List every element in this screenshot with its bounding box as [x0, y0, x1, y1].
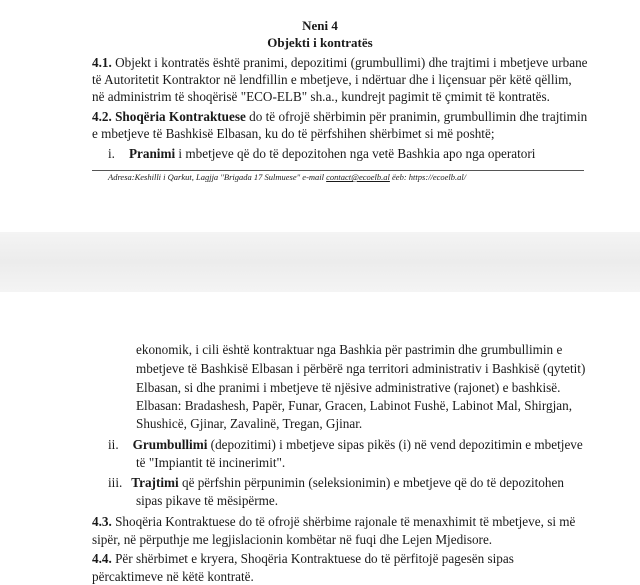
article-title: Objekti i kontratës	[267, 35, 373, 50]
paragraph-4-1-line-3: në administrim të shoqërisë "ECO-ELB" sh.a., kundrejt pagimit të çmimit të kontratës.	[92, 89, 550, 104]
continuation-line-5: Shushicë, Gjinar, Zavalinë, Tregan, Gjinar.	[136, 416, 363, 431]
continuation-line-3: Elbasan, si dhe pranimi i mbetjeve të njësive administrative (rajonet) e bashkisë.	[136, 380, 561, 395]
list-item-iii-line-1: iii. Trajtimi që përfshin përpunimin (seleksionimin) e mbetjeve që do të depozitohen	[108, 475, 564, 490]
footer-divider	[92, 170, 584, 171]
continuation-line-4: Elbasan: Bradashesh, Papër, Funar, Gracen, Labinot Fushë, Labinot Mal, Shirgjan,	[136, 398, 572, 413]
list-item-iii-line-2: sipas pikave të mësipërme.	[136, 493, 279, 508]
paragraph-4-3-line-2: sipër, në përputhje me legjislacionin kombëtar në fuqi dhe Lejen Mjedisore.	[92, 532, 493, 547]
list-item-ii-line-2: të "Impiantit të incinerimit".	[136, 455, 286, 470]
paragraph-4-1-line-2: të Autoritetit Kontraktor në lendfillin e mbetjeve, i ndërtuar dhe i liçensuar për këtë qëllim,	[92, 72, 572, 87]
paragraph-4-2-line-2: e mbetjeve të Bashkisë Elbasan, ku do të përfshihen shërbimet si më poshtë;	[92, 126, 495, 141]
article-number: Neni 4	[302, 18, 338, 33]
page-separator	[0, 232, 640, 292]
page-footer-address: Adresa:Keshilli i Qarkut, Lagjja "Brigada 17 Sulmuese" e-mail contact@ecoelb.al ëeb: https://ecoelb.al/	[108, 172, 467, 182]
paragraph-4-4-line-2: përcaktimeve në këtë kontratë.	[92, 569, 254, 584]
document-page-top	[0, 0, 640, 232]
document-page-bottom	[0, 292, 640, 584]
paragraph-4-2-line-1: 4.2. Shoqëria Kontraktuese do të ofrojë shërbimin për pranimin, grumbullimin dhe trajtimin	[92, 109, 588, 124]
continuation-line-1: ekonomik, i cili është kontraktuar nga Bashkia për pastrimin dhe grumbullimin e	[136, 342, 563, 357]
paragraph-4-3-line-1: 4.3. Shoqëria Kontraktuese do të ofrojë shërbime rajonale të menaxhimit të mbetjeve, si më	[92, 514, 576, 529]
paragraph-4-4-line-1: 4.4. Për shërbimet e kryera, Shoqëria Kontraktuese do të përfitojë pagesën sipas	[92, 551, 514, 566]
list-item-i: i. Pranimi i mbetjeve që do të depozitohen nga vetë Bashkia apo nga operatori	[108, 146, 536, 161]
paragraph-4-1-line-1: 4.1. Objekt i kontratës është pranimi, depozitimi (grumbullimi) dhe trajtimi i mbetjeve urbane	[92, 55, 588, 70]
list-item-ii-line-1: ii. Grumbullimi (depozitimi) i mbetjeve sipas pikës (i) në vend depozitimin e mbetjeve	[108, 437, 583, 452]
footer-email-link[interactable]: contact@ecoelb.al	[326, 172, 390, 182]
continuation-line-2: mbetjeve të Bashkisë Elbasan i përbërë nga territori administrativ i Bashkisë (qytetit)	[136, 361, 586, 376]
